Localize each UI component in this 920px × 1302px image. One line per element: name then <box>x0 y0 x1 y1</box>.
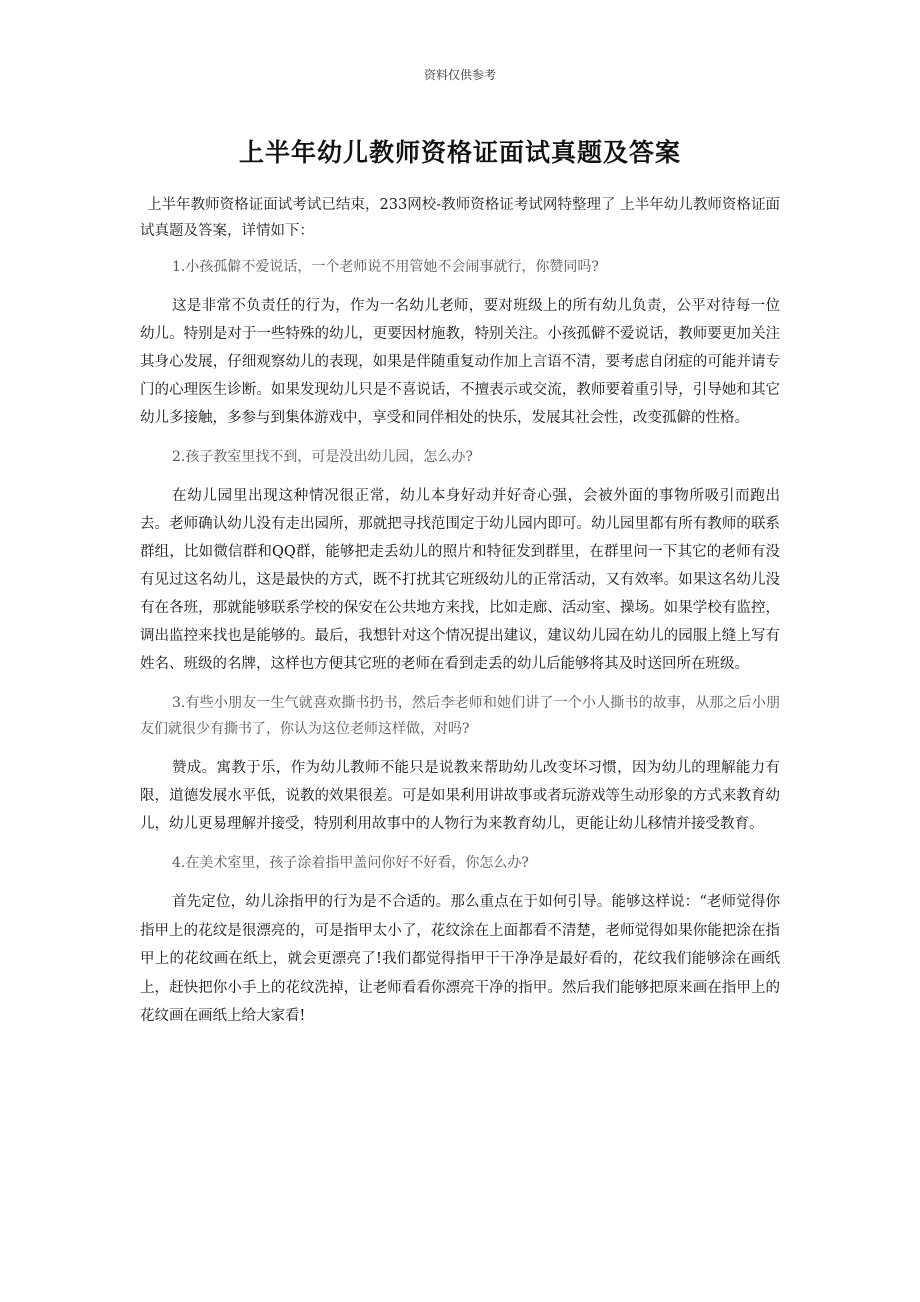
answer-1: 这是非常不负责任的行为，作为一名幼儿老师，要对班级上的所有幼儿负责，公平对待每一位幼儿。特别是对于一些特殊的幼儿，更要因材施教，特别关注。小孩孤僻不爱说话，教师要更加关注其身心发展，仔细观察幼儿的表现，如果是伴随重复动作加上言语不清，要考虑自闭症的可能并请专门的心理医生诊断。如果发现幼儿只是不喜说话，不擅表示或交流，教师要着重引导，引导她和其它幼儿多接触，多参与到集体游戏中，享受和同伴相处的快乐，发展其社会性，改变孤僻的性格。 <box>140 298 780 426</box>
question-1: 1.小孩孤僻不爱说话，一个老师说不用管她不会闹事就行，你赞同吗? <box>172 259 599 275</box>
header-note: 资料仅供参考 <box>423 68 496 82</box>
document-body <box>140 192 780 1043</box>
question-4: 4.在美术室里，孩子涂着指甲盖问你好不好看，你怎么办? <box>172 855 529 871</box>
question-2: 2.孩子教室里找不到，可是没出幼儿园，怎么办? <box>172 449 473 465</box>
answer-2: 在幼儿园里出现这种情况很正常，幼儿本身好动并好奇心强，会被外面的事物所吸引而跑出去。老师确认幼儿没有走出园所，那就把寻找范围定于幼儿园内即可。幼儿园里都有所有教师的联系群组，比如微信群和QQ群，能够把走丢幼儿的照片和特征发到群里，在群里问一下其它的老师有没有见过这名幼儿，这是最快的方式，既不打扰其它班级幼儿的正常活动，又有效率。如果这名幼儿没有在各班，那就能够联系学校的保安在公共地方来找，比如走廊、活动室、操场。如果学校有监控，调出监控来找也是能够的。最后，我想针对这个情况提出建议，建议幼儿园在幼儿的园服上缝上写有姓名、班级的名牌，这样也方便其它班的老师在看到走丢的幼儿后能够将其及时送回所在班级。 <box>140 488 780 672</box>
answer-4: 首先定位，幼儿涂指甲的行为是不合适的。那么重点在于如何引导。能够这样说：“老师觉得你指甲上的花纹是很漂亮的，可是指甲太小了，花纹涂在上面都看不清楚，老师觉得如果你能把涂在指甲上的花纹画在纸上，就会更漂亮了!我们都觉得指甲干干净净是最好看的，花纹我们能够涂在画纸上，赶快把你小手上的花纹洗掉，让老师看看你漂亮干净的指甲。然后我们能够把原来画在指甲上的花纹画在画纸上给大家看! <box>140 894 780 1024</box>
intro-paragraph: 上半年教师资格证面试考试已结束，233网校-教师资格证考试网特整理了 上半年幼儿教师资格证面试真题及答案，详情如下： <box>140 197 780 239</box>
question-3: 3.有些小朋友一生气就喜欢撕书扔书，然后李老师和她们讲了一个小人撕书的故事，从那之后小朋友们就很少有撕书了，你认为这位老师这样做，对吗? <box>140 695 780 737</box>
page-title: 上半年幼儿教师资格证面试真题及答案 <box>238 138 681 167</box>
answer-3: 赞成。寓教于乐，作为幼儿教师不能只是说教来帮助幼儿改变坏习惯，因为幼儿的理解能力有限，道德发展水平低，说教的效果很差。可是如果利用讲故事或者玩游戏等生动形象的方式来教育幼儿，幼儿更易理解并接受，特别利用故事中的人物行为来教育幼儿，更能让幼儿移情并接受教育。 <box>140 760 780 832</box>
